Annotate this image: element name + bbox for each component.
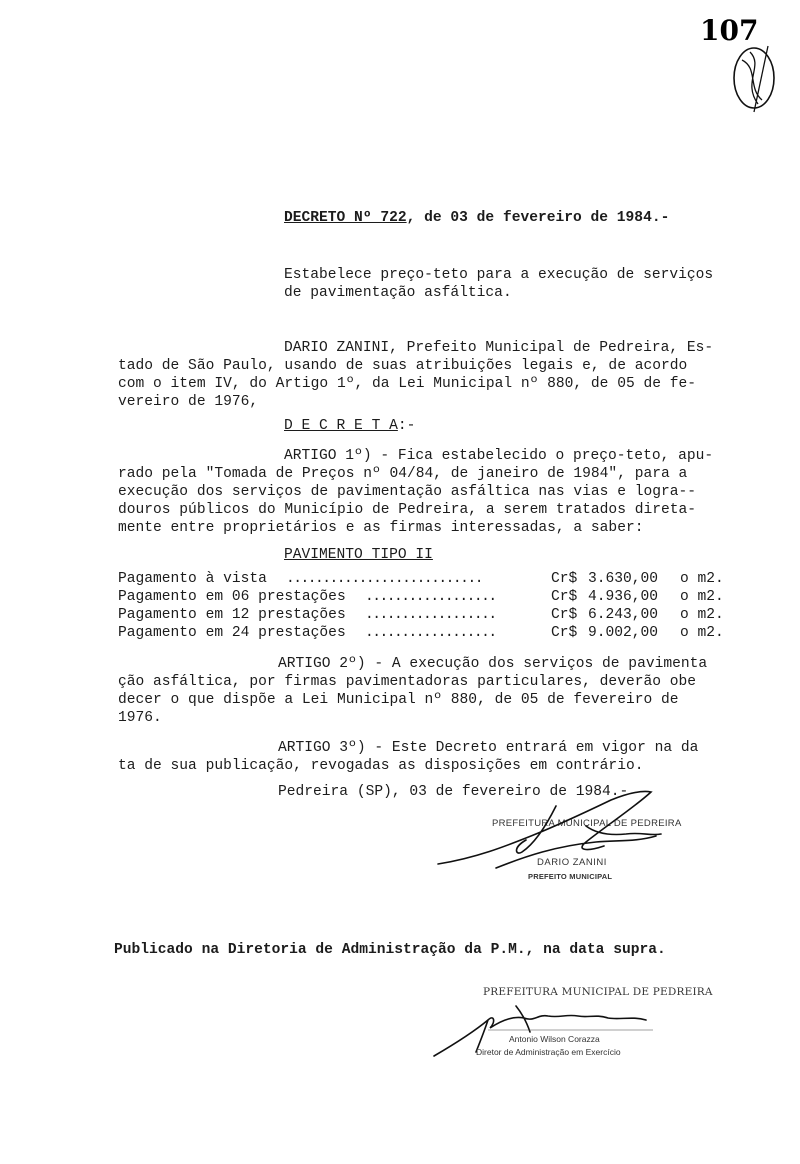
- price-value: 4.936,00: [588, 589, 659, 605]
- signer-name: DARIO ZANINI: [537, 857, 607, 868]
- artigo3-line: ARTIGO 3º) - Este Decreto entrará em vigor na da: [278, 740, 699, 756]
- price-leader-dots: ..................: [365, 589, 496, 605]
- artigo2-line: 1976.: [118, 710, 162, 726]
- preamble-line: com o item IV, do Artigo 1º, da Lei Municipal nº 880, de 05 de fe-: [118, 376, 697, 392]
- artigo2-line: decer o que dispõe a Lei Municipal nº 880, de 05 de fevereiro de: [118, 692, 679, 708]
- pavimento-title: PAVIMENTO TIPO II: [284, 547, 433, 563]
- signer-name: Antonio Wilson Corazza: [509, 1034, 600, 1044]
- publication-note: Publicado na Diretoria de Administração da P.M., na data supra.: [114, 942, 666, 958]
- price-value: 6.243,00: [588, 607, 659, 623]
- preamble-line: tado de São Paulo, usando de suas atribuições legais e, de acordo: [118, 358, 688, 374]
- price-leader-dots: ..................: [365, 625, 496, 641]
- artigo1-line: execução dos serviços de pavimentação asfáltica nas vias e logra--: [118, 484, 697, 500]
- price-label: Pagamento em 24 prestações: [118, 625, 346, 641]
- price-currency: Cr$: [551, 571, 578, 587]
- price-value: 9.002,00: [588, 625, 659, 641]
- price-currency: Cr$: [551, 589, 578, 605]
- artigo2-line: ção asfáltica, por firmas pavimentadoras particulares, deverão obe: [118, 674, 697, 690]
- price-label: Pagamento à vista: [118, 571, 267, 587]
- artigo2-line: ARTIGO 2º) - A execução dos serviços de pavimenta: [278, 656, 708, 672]
- decree-title: DECRETO Nº 722: [284, 210, 407, 226]
- decree-date: , de 03 de fevereiro de 1984.-: [406, 210, 670, 226]
- price-leader-dots: ...........................: [286, 571, 482, 587]
- decreta-heading: [284, 417, 415, 435]
- decreta-word: D E C R E T A: [284, 418, 398, 434]
- stamp-org: PREFEITURA MUNICIPAL DE PEDREIRA: [483, 986, 713, 998]
- signer-role: Diretor de Administração em Exercício: [476, 1047, 621, 1057]
- summary-line: Estabelece preço-teto para a execução de serviços: [284, 267, 714, 283]
- artigo1-line: rado pela "Tomada de Preços nº 04/84, de janeiro de 1984", para a: [118, 466, 688, 482]
- price-unit: o m2.: [680, 589, 724, 605]
- price-unit: o m2.: [680, 571, 724, 587]
- decree-header: [284, 209, 669, 227]
- price-label: Pagamento em 12 prestações: [118, 607, 346, 623]
- summary-line: de pavimentação asfáltica.: [284, 285, 512, 301]
- price-value: 3.630,00: [588, 571, 659, 587]
- price-unit: o m2.: [680, 625, 724, 641]
- price-leader-dots: ..................: [365, 607, 496, 623]
- decreta-suffix: :-: [397, 418, 416, 434]
- artigo1-line: douros públicos do Município de Pedreira, a serem tratados direta-: [118, 502, 697, 518]
- preamble-line: vereiro de 1976,: [118, 394, 259, 410]
- page-number: 107: [700, 14, 759, 47]
- signer-role: PREFEITO MUNICIPAL: [528, 872, 613, 881]
- stamp-org: PREFEITURA MUNICIPAL DE PEDREIRA: [492, 818, 682, 829]
- artigo3-line: ta de sua publicação, revogadas as disposições em contrário.: [118, 758, 644, 774]
- price-label: Pagamento em 06 prestações: [118, 589, 346, 605]
- price-unit: o m2.: [680, 607, 724, 623]
- preamble-line: DARIO ZANINI, Prefeito Municipal de Pedreira, Es-: [284, 340, 714, 356]
- artigo1-line: mente entre proprietários e as firmas interessadas, a saber:: [118, 520, 644, 536]
- page-initial-mark: [728, 38, 784, 118]
- price-currency: Cr$: [551, 625, 578, 641]
- place-date: Pedreira (SP), 03 de fevereiro de 1984.-: [278, 784, 629, 800]
- price-currency: Cr$: [551, 607, 578, 623]
- artigo1-line: ARTIGO 1º) - Fica estabelecido o preço-teto, apu-: [284, 448, 714, 464]
